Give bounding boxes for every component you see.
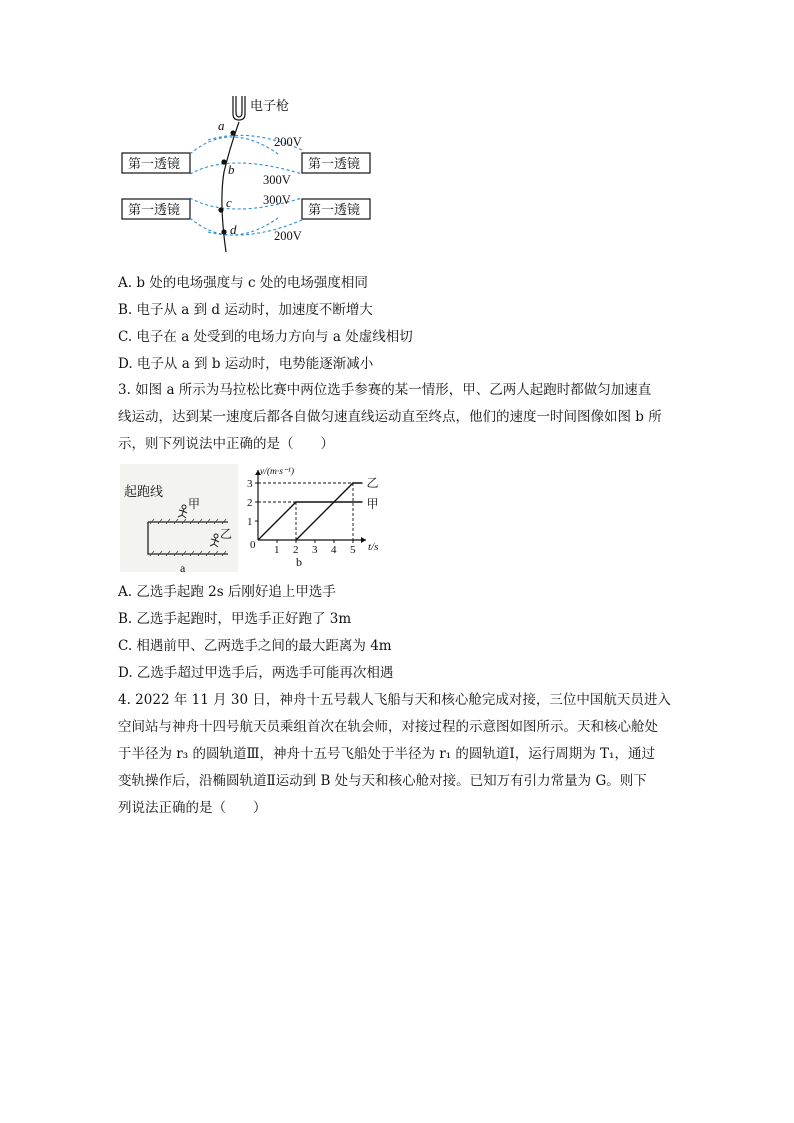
electron-gun-diagram — [118, 92, 388, 252]
voltage-label: 300V — [263, 193, 291, 207]
q3-option-d: D. 乙选手超过甲选手后，两选手可能再次相遇 — [118, 665, 394, 681]
vt-graph — [247, 466, 379, 569]
voltage-label: 200V — [274, 135, 302, 149]
q4-stem-line: 空间站与神舟十四号航天员乘组首次在轨会师，对接过程的示意图如图所示。天和核心舱处 — [118, 719, 658, 735]
series-line-jia — [258, 502, 363, 540]
q3-option-a: A. 乙选手起跑 2s 后刚好追上甲选手 — [118, 584, 336, 600]
x-axis-label: t/s — [368, 541, 379, 553]
start-line-label: 起跑线 — [124, 485, 164, 500]
q3-stem-line: 3. 如图 a 所示为马拉松比赛中两位选手参赛的某一情形，甲、乙两人起跑时都做匀加速直 — [118, 382, 652, 398]
lens-label: 第一透镜 — [308, 203, 361, 218]
q4-stem — [118, 687, 680, 822]
gun-label: 电子枪 — [250, 99, 290, 114]
point-d-label: d — [230, 222, 237, 237]
point-a-label: a — [218, 118, 225, 133]
point-d-dot — [221, 229, 226, 234]
yi-label: 乙 — [220, 527, 233, 541]
x-axis-arrow-icon — [361, 537, 366, 543]
lens-label: 第一透镜 — [308, 157, 361, 172]
q3-stem-line: 示，则下列说法中正确的是（ ） — [118, 436, 334, 452]
q2-option-a: A. b 处的电场强度与 c 处的电场强度相同 — [118, 275, 368, 291]
jia-label: 甲 — [188, 497, 201, 511]
point-c-dot — [218, 207, 223, 212]
voltage-label: 300V — [263, 173, 291, 187]
q4-stem-line: 列说法正确的是（ ） — [118, 800, 267, 816]
x-tick-label: 1 — [274, 544, 280, 556]
figure-b-label: b — [296, 555, 302, 569]
lens-label: 第一透镜 — [128, 203, 181, 218]
series-line-yi — [296, 483, 363, 540]
q4-stem-line: 于半径为 r₃ 的圆轨道Ⅲ，神舟十五号飞船处于半径为 r₁ 的圆轨道Ⅰ，运行周期为 T₁，通过 — [118, 746, 655, 762]
q3-option-c: C. 相遇前甲、乙两选手之间的最大距离为 4m — [118, 638, 392, 654]
q2-option-d: D. 电子从 a 到 b 运动时，电势能逐渐减小 — [118, 356, 374, 372]
y-axis-label: v/(m·s⁻¹) — [260, 467, 294, 477]
y-tick-label: 2 — [247, 497, 253, 509]
x-tick-label: 2 — [293, 544, 299, 556]
q4-stem-line: 4. 2022 年 11 月 30 日，神舟十五号载人飞船与天和核心舱完成对接，三位中国航天员进入 — [118, 692, 671, 708]
marathon-figure — [118, 462, 398, 582]
point-c-label: c — [226, 195, 232, 210]
scene-a — [120, 464, 238, 575]
lens-label: 第一透镜 — [128, 157, 181, 172]
series-label-jia: 甲 — [366, 497, 379, 511]
q3-stem — [118, 377, 680, 458]
x-tick-label: 4 — [331, 544, 337, 556]
q3-stem-line: 线运动，达到某一速度后都各自做匀速直线运动直至终点，他们的速度一时间图像如图 b 所 — [118, 409, 662, 425]
x-tick-label: 5 — [350, 544, 356, 556]
q2-option-c: C. 电子在 a 处受到的电场力方向与 a 处虚线相切 — [118, 329, 413, 345]
y-tick-label: 3 — [247, 478, 253, 490]
point-b-dot — [221, 159, 226, 164]
y-tick-label: 1 — [247, 516, 253, 528]
figure-a-label: a — [180, 561, 186, 575]
point-b-label: b — [228, 162, 235, 177]
q2-option-b: B. 电子从 a 到 d 运动时，加速度不断增大 — [118, 302, 373, 318]
q3-option-b: B. 乙选手起跑时，甲选手正好跑了 3m — [118, 611, 352, 627]
x-tick-label: 3 — [312, 544, 318, 556]
point-a-dot — [230, 130, 235, 135]
q4-stem-line: 变轨操作后，沿椭圆轨道Ⅱ运动到 B 处与天和核心舱对接。已知万有引力常量为 G。则下 — [118, 773, 647, 789]
series-label-yi: 乙 — [366, 476, 379, 490]
voltage-label: 200V — [274, 229, 302, 243]
origin-label: 0 — [250, 539, 256, 551]
